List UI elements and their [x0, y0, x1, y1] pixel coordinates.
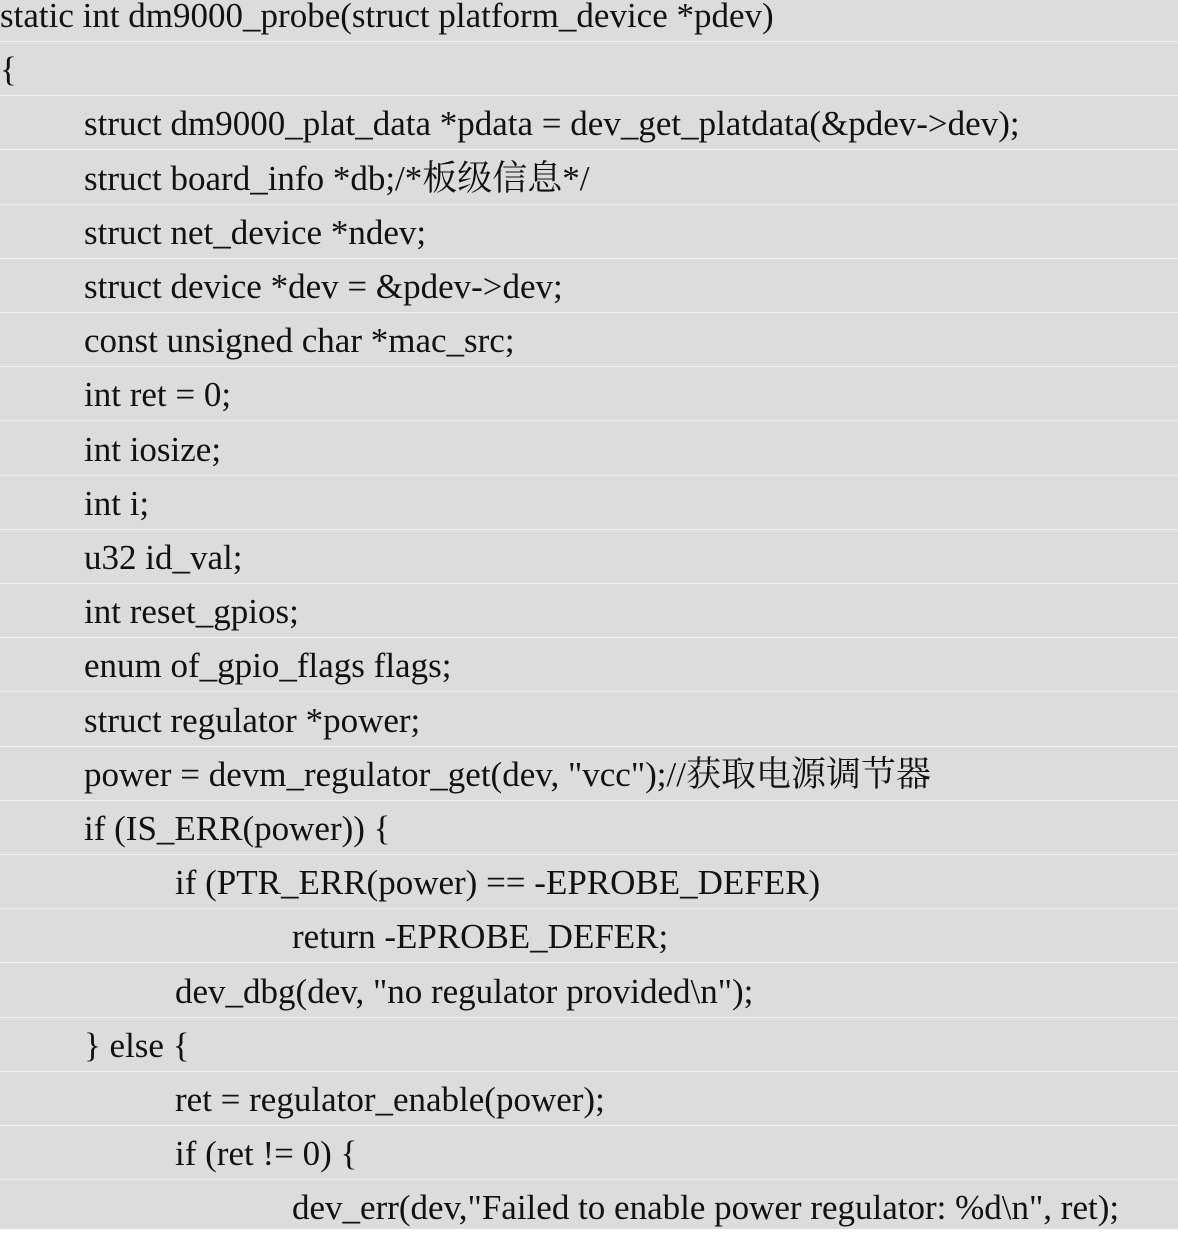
code-line: dev_dbg(dev, "no regulator provided\n"); [0, 965, 1178, 1018]
code-line: if (ret != 0) { [0, 1127, 1178, 1180]
code-line: int reset_gpios; [0, 585, 1178, 638]
code-line: dev_err(dev,"Failed to enable power regulator: %d\n", ret); [292, 1188, 1120, 1228]
code-line: struct dm9000_plat_data *pdata = dev_get_platdata(&pdev->dev); [0, 97, 1178, 150]
code-line: ret = regulator_enable(power); [0, 1073, 1178, 1126]
code-line: return -EPROBE_DEFER; [0, 910, 1178, 963]
code-line: struct net_device *ndev; [0, 206, 1178, 259]
code-line: u32 id_val; [0, 531, 1178, 584]
code-line: enum of_gpio_flags flags; [0, 639, 1178, 692]
code-line: const unsigned char *mac_src; [0, 314, 1178, 367]
code-line: power = devm_regulator_get(dev, "vcc");//获取电源调节器 [0, 748, 1178, 801]
code-line: if (PTR_ERR(power) == -EPROBE_DEFER) [0, 856, 1178, 909]
code-line: if (IS_ERR(power)) { [0, 802, 1178, 855]
code-line: int i; [0, 477, 1178, 530]
code-line: struct device *dev = &pdev->dev; [0, 260, 1178, 313]
code-line: { [0, 43, 1178, 96]
code-line: int iosize; [0, 423, 1178, 476]
code-line: } else { [0, 1019, 1178, 1072]
code-line: int ret = 0; [0, 368, 1178, 421]
code-line: struct regulator *power; [0, 694, 1178, 747]
code-line: struct board_info *db;/*板级信息*/ [0, 152, 1178, 205]
code-line: static int dm9000_probe(struct platform_device *pdev) [0, 0, 1178, 42]
